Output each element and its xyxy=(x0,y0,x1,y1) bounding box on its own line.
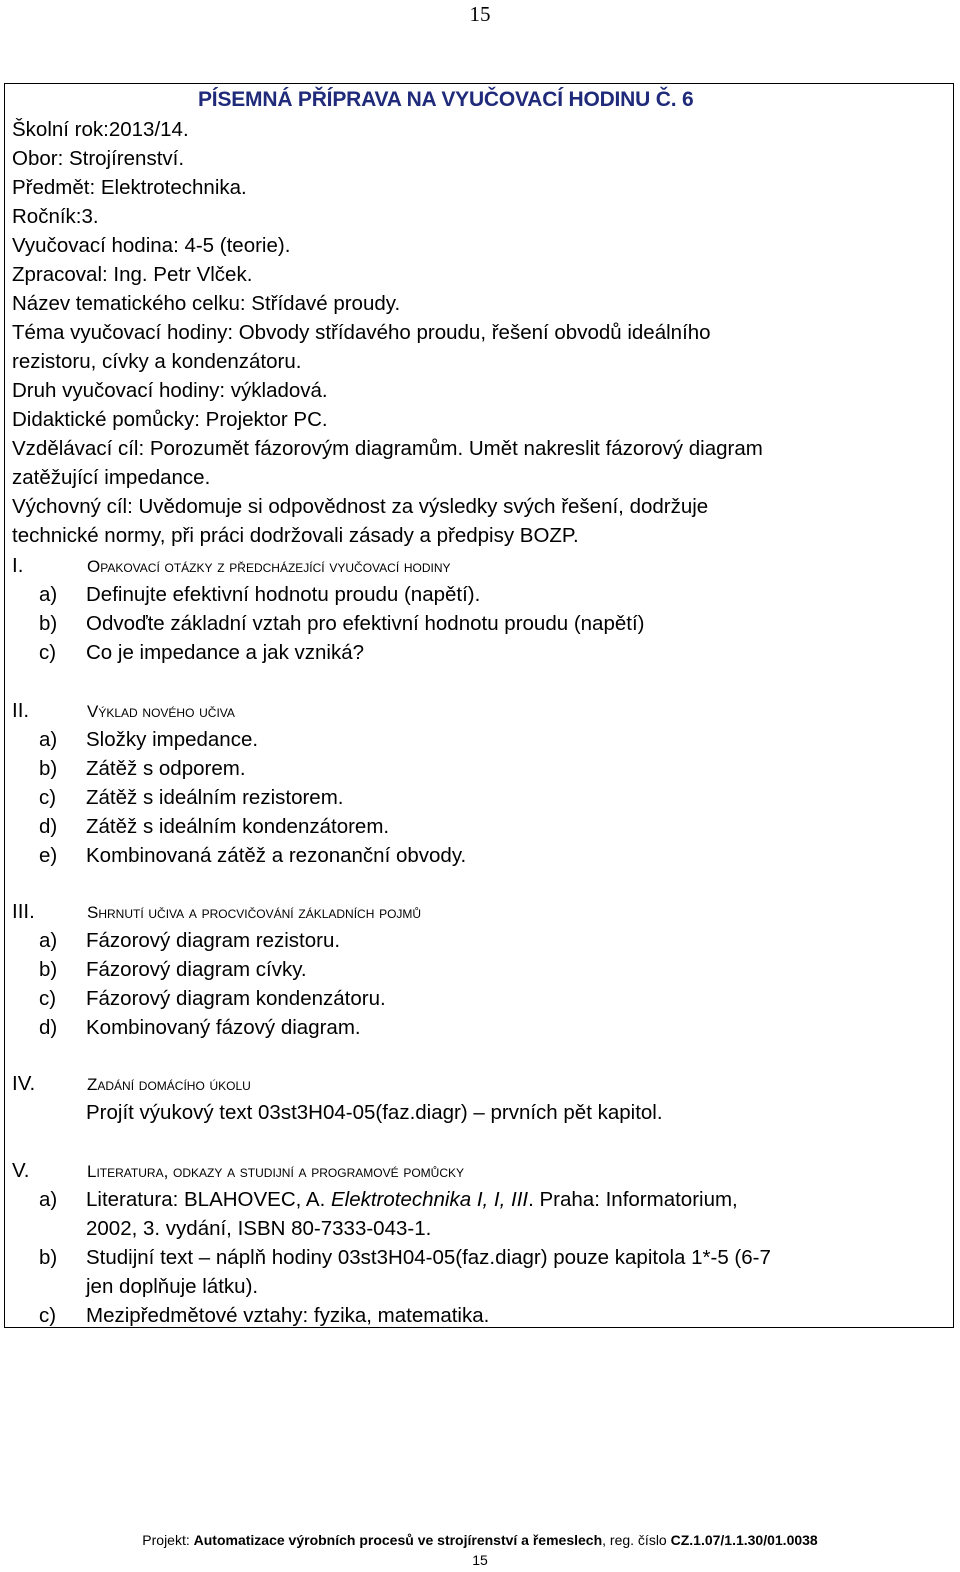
item-label: b) xyxy=(39,958,58,981)
section-roman: III. xyxy=(12,900,35,923)
list-item xyxy=(39,754,246,783)
info-lesson-type: Druh vyučovací hodiny: výkladová. xyxy=(12,379,328,402)
footer-project: Automatizace výrobních procesů ve strojírenství a řemeslech xyxy=(193,1532,603,1548)
item-text: Zátěž s ideálním kondenzátorem. xyxy=(86,815,390,838)
list-item xyxy=(39,1185,738,1214)
item-label: a) xyxy=(39,929,58,952)
section-3-heading xyxy=(12,897,422,926)
info-unit: Název tematického celku: Střídavé proudy. xyxy=(12,292,401,315)
section-name: Literatura, odkazy a studijní a programové pomůcky xyxy=(87,1162,464,1181)
section-name: Opakovací otázky z předcházející vyučovací hodiny xyxy=(87,557,451,576)
info-edu-goal-line2: zatěžující impedance. xyxy=(12,466,211,489)
item-label: b) xyxy=(39,612,58,635)
literature-text: Literatura: BLAHOVEC, A. xyxy=(86,1188,331,1211)
item-text: Zátěž s ideálním rezistorem. xyxy=(86,786,344,809)
list-item xyxy=(39,1301,490,1330)
section-5-heading xyxy=(12,1156,464,1185)
list-item xyxy=(39,984,386,1013)
info-school-year: Školní rok:2013/14. xyxy=(12,118,189,141)
item-label: a) xyxy=(39,1188,58,1211)
footer-reg-number: CZ.1.07/1.1.30/01.0038 xyxy=(670,1532,818,1548)
study-text-line2: jen doplňuje látku). xyxy=(86,1275,259,1298)
footer xyxy=(0,1532,960,1548)
section-roman: IV. xyxy=(12,1072,36,1095)
page-number-top: 15 xyxy=(469,2,491,26)
item-label: b) xyxy=(39,1246,58,1269)
item-text: Složky impedance. xyxy=(86,728,259,751)
section-4-heading xyxy=(12,1069,251,1098)
homework-text: Projít výukový text 03st3H04-05(faz.diagr) – prvních pět kapitol. xyxy=(86,1101,663,1124)
footer-reg-label: , reg. číslo xyxy=(602,1532,671,1548)
list-item xyxy=(39,841,467,870)
section-name: Shrnutí učiva a procvičování základních pojmů xyxy=(87,903,422,922)
list-item xyxy=(39,725,259,754)
info-topic-line1: Téma vyučovací hodiny: Obvody střídavého proudu, řešení obvodů ideálního xyxy=(12,321,711,344)
section-roman: I. xyxy=(12,554,24,577)
item-label: b) xyxy=(39,757,58,780)
item-text: Co je impedance a jak vzniká? xyxy=(86,641,365,664)
list-item xyxy=(39,926,341,955)
section-1-heading xyxy=(12,551,451,580)
info-field: Obor: Strojírenství. xyxy=(12,147,185,170)
section-roman: V. xyxy=(12,1159,30,1182)
item-text: Zátěž s odporem. xyxy=(86,757,246,780)
item-text: Studijní text – náplň hodiny 03st3H04-05(faz.diagr) pouze kapitola 1*-5 (6-7 xyxy=(86,1246,771,1269)
item-label: c) xyxy=(39,1304,57,1327)
list-item xyxy=(39,955,307,984)
info-upbringing-goal-line2: technické normy, při práci dodržovali zásady a předpisy BOZP. xyxy=(12,524,579,547)
info-edu-goal-line1: Vzdělávací cíl: Porozumět fázorovým diagramům. Umět nakreslit fázorový diagram xyxy=(12,437,763,460)
literature-publisher: . Praha: Informatorium, xyxy=(528,1188,738,1211)
item-label: c) xyxy=(39,641,57,664)
list-item xyxy=(39,812,390,841)
item-label: c) xyxy=(39,987,57,1010)
section-roman: II. xyxy=(12,699,30,722)
list-item xyxy=(39,609,645,638)
title-text: PÍSEMNÁ PŘÍPRAVA NA VYUČOVACÍ HODINU Č. xyxy=(198,88,677,111)
literature-line2: 2002, 3. vydání, ISBN 80-7333-043-1. xyxy=(86,1217,432,1240)
item-label: d) xyxy=(39,815,58,838)
list-item xyxy=(39,1243,771,1272)
book-title: Elektrotechnika I, I, III xyxy=(330,1188,529,1211)
item-text: Definujte efektivní hodnotu proudu (napětí). xyxy=(86,583,481,606)
list-item xyxy=(39,783,344,812)
info-upbringing-goal-line1: Výchovný cíl: Uvědomuje si odpovědnost za výsledky svých řešení, dodržuje xyxy=(12,495,709,518)
item-label: d) xyxy=(39,1016,58,1039)
item-text: Fázorový diagram kondenzátoru. xyxy=(86,987,386,1010)
list-item xyxy=(39,638,365,667)
item-label: e) xyxy=(39,844,58,867)
item-text: Kombinovaný fázový diagram. xyxy=(86,1016,361,1039)
item-label: c) xyxy=(39,786,57,809)
item-text: Fázorový diagram cívky. xyxy=(86,958,307,981)
info-aids: Didaktické pomůcky: Projektor PC. xyxy=(12,408,328,431)
list-item xyxy=(39,1013,361,1042)
item-label: a) xyxy=(39,583,58,606)
item-text: Kombinovaná zátěž a rezonanční obvody. xyxy=(86,844,467,867)
title-number: 6 xyxy=(682,88,694,111)
section-2-heading xyxy=(12,696,235,725)
footer-prefix: Projekt: xyxy=(142,1532,194,1548)
info-lesson: Vyučovací hodina: 4-5 (teorie). xyxy=(12,234,291,257)
item-text: Mezipředmětové vztahy: fyzika, matematika. xyxy=(86,1304,490,1327)
info-grade: Ročník:3. xyxy=(12,205,99,228)
item-label: a) xyxy=(39,728,58,751)
list-item xyxy=(39,580,481,609)
section-name: Zadání domácího úkolu xyxy=(87,1075,251,1094)
item-text xyxy=(86,1185,738,1214)
info-subject: Předmět: Elektrotechnika. xyxy=(12,176,247,199)
info-topic-line2: rezistoru, cívky a kondenzátoru. xyxy=(12,350,302,373)
item-text: Odvoďte základní vztah pro efektivní hodnotu proudu (napětí) xyxy=(86,612,645,635)
info-author: Zpracoval: Ing. Petr Vlček. xyxy=(12,263,253,286)
section-name: Výklad nového učiva xyxy=(87,702,235,721)
page-title xyxy=(198,88,693,112)
page-number-bottom: 15 xyxy=(472,1552,488,1568)
item-text: Fázorový diagram rezistoru. xyxy=(86,929,341,952)
